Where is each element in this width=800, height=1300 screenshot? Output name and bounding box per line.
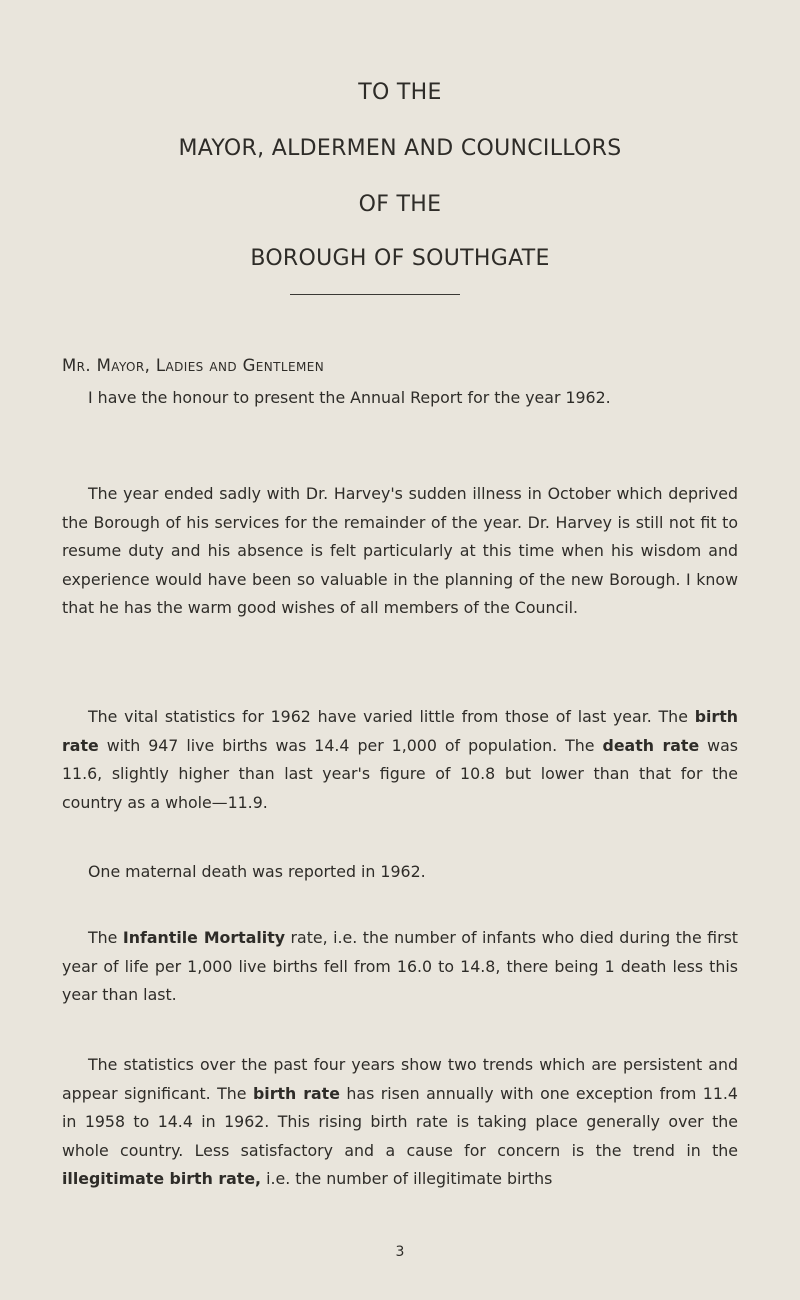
- heading-line-3: OF THE: [358, 192, 442, 217]
- heading-line-2: MAYOR, ALDERMEN AND COUNCILLORS: [178, 136, 622, 161]
- paragraph-6-text-a: The statistics over the past four years show two trends which are persistent and appear significant. The: [62, 1055, 738, 1103]
- paragraph-3-text-c: with 947 live births was 14.4 per 1,000 of population. The: [98, 735, 603, 755]
- paragraph-1-text: I have the honour to present the Annual Report for the year 1962.: [88, 388, 611, 407]
- birth-rate-term-2: birth rate: [252, 1083, 340, 1103]
- paragraph-6-text-e: i.e. the number of illegitimate births: [261, 1169, 553, 1188]
- heading-line-4: BOROUGH OF SOUTHGATE: [250, 246, 550, 271]
- paragraph-2: [62, 480, 738, 623]
- infantile-mortality-term: Infantile Mortality: [122, 928, 286, 947]
- death-rate-term: death rate: [602, 735, 700, 755]
- salutation: Mr. Mayor, Ladies and Gentlemen: [62, 356, 325, 375]
- paragraph-3-text-a: The vital statistics for 1962 have varied little from those of last year. The: [88, 707, 695, 726]
- heading-line-1: TO THE: [358, 80, 442, 105]
- paragraph-5-text-c: rate, i.e. the number of infants who died during the first year of life per 1,000 live births fell from 16.0 to 14.8, there being 1 death less this year than last.: [62, 928, 739, 1004]
- paragraph-1: [62, 384, 738, 413]
- paragraph-3: [62, 703, 738, 817]
- paragraph-3-text-e: was 11.6, slightly higher than last year's figure of 10.8 but lower than that for the country as a whole—11.9.: [62, 735, 738, 812]
- heading-divider: [290, 294, 460, 295]
- page-number: 3: [395, 1244, 405, 1260]
- paragraph-2-text: The year ended sadly with Dr. Harvey's sudden illness in October which deprived the Borough of his services for the remainder of the year. Dr. Harvey is still not fit to resume duty and his absence is felt particularly at this time when his wisdom and experience would have been so valuable in the planning of the new Borough. I know that he has the warm good wishes of all members of the Council.: [62, 484, 738, 617]
- paragraph-6-text-c: has risen annually with one exception from 11.4 in 1958 to 14.4 in 1962. This rising birth rate is taking place generally over the whole country. Less satisfactory and a cause for concern is the trend in the: [62, 1083, 738, 1160]
- paragraph-4-text: One maternal death was reported in 1962.: [88, 862, 426, 881]
- illegitimate-birth-rate-term: illegitimate birth rate,: [62, 1169, 262, 1188]
- paragraph-5: [62, 924, 738, 1010]
- paragraph-5-text-a: The: [88, 928, 123, 947]
- paragraph-6: [62, 1051, 738, 1194]
- birth-rate-term: birth rate: [62, 707, 738, 755]
- paragraph-4: [62, 858, 738, 887]
